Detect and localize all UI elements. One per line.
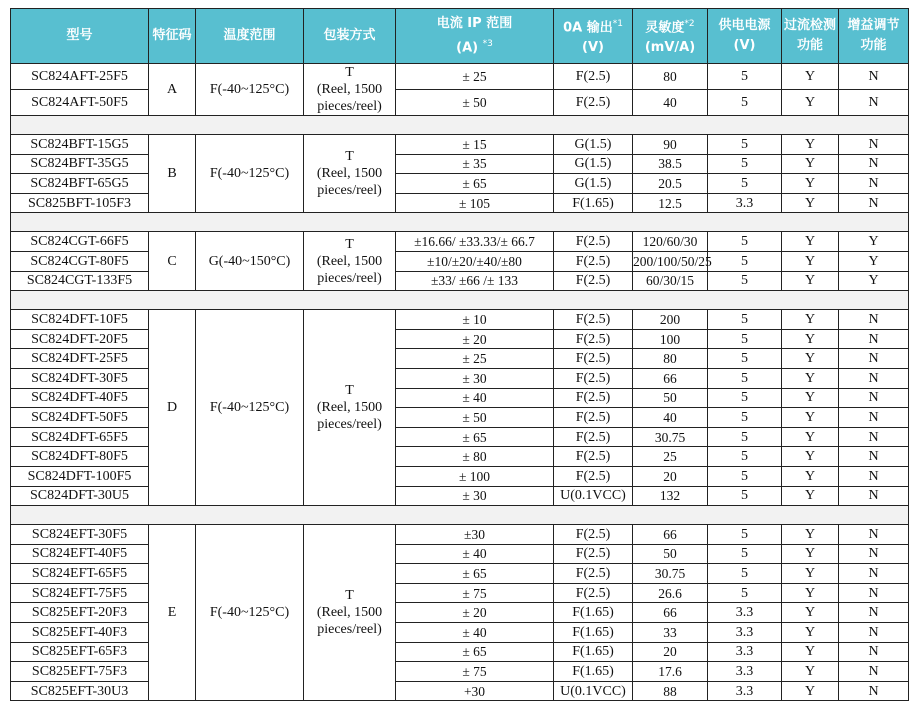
cell-overcurrent-detect: Y xyxy=(782,64,839,90)
cell-supply-voltage: 5 xyxy=(708,486,782,506)
cell-sensitivity: 200/100/50/25 xyxy=(633,251,708,271)
cell-zero-output: F(2.5) xyxy=(554,525,633,545)
cell-zero-output: F(2.5) xyxy=(554,388,633,408)
cell-overcurrent-detect: Y xyxy=(782,623,839,643)
table-row xyxy=(11,193,909,213)
header-feature-code xyxy=(149,9,196,64)
cell-supply-voltage: 3.3 xyxy=(708,662,782,682)
cell-supply-voltage: 5 xyxy=(708,388,782,408)
header-line1: 包装方式 xyxy=(323,28,376,43)
cell-supply-voltage: 5 xyxy=(708,90,782,116)
cell-current-range: ± 40 xyxy=(396,544,554,564)
package-line: T xyxy=(345,149,354,165)
cell-zero-output: F(2.5) xyxy=(554,271,633,291)
package-line: (Reel, 1500 xyxy=(316,400,383,416)
table-row xyxy=(11,368,909,388)
cell-sensitivity: 80 xyxy=(633,349,708,369)
cell-model: SC825EFT-20F3 xyxy=(11,603,149,623)
header-overcurrent-detect xyxy=(782,9,839,64)
cell-model: SC824EFT-30F5 xyxy=(11,525,149,545)
cell-sensitivity: 30.75 xyxy=(633,564,708,584)
cell-sensitivity: 40 xyxy=(633,408,708,428)
cell-zero-output: F(2.5) xyxy=(554,349,633,369)
cell-model: SC824BFT-35G5 xyxy=(11,154,149,174)
cell-supply-voltage: 5 xyxy=(708,271,782,291)
cell-current-range: ± 65 xyxy=(396,564,554,584)
cell-supply-voltage: 5 xyxy=(708,135,782,155)
cell-sensitivity: 40 xyxy=(633,90,708,116)
cell-overcurrent-detect: Y xyxy=(782,427,839,447)
cell-current-range: ± 40 xyxy=(396,388,554,408)
cell-gain-adjust: N xyxy=(839,603,909,623)
cell-temp-range: F(-40~125°C) xyxy=(196,135,304,213)
cell-package xyxy=(304,135,396,213)
cell-current-range: ± 40 xyxy=(396,623,554,643)
group-separator xyxy=(11,116,909,135)
cell-zero-output: G(1.5) xyxy=(554,135,633,155)
cell-overcurrent-detect: Y xyxy=(782,486,839,506)
cell-sensitivity: 12.5 xyxy=(633,193,708,213)
table-row xyxy=(11,154,909,174)
cell-supply-voltage: 5 xyxy=(708,310,782,330)
cell-model: SC825EFT-65F3 xyxy=(11,642,149,662)
cell-overcurrent-detect: Y xyxy=(782,154,839,174)
table-row xyxy=(11,90,909,116)
table-row xyxy=(11,232,909,252)
group-separator xyxy=(11,213,909,232)
cell-gain-adjust: N xyxy=(839,427,909,447)
table-header-row xyxy=(11,9,909,64)
cell-zero-output: F(2.5) xyxy=(554,64,633,90)
group-separator xyxy=(11,506,909,525)
table-row xyxy=(11,135,909,155)
table-row xyxy=(11,174,909,194)
cell-gain-adjust: N xyxy=(839,583,909,603)
table-row xyxy=(11,583,909,603)
cell-zero-output: F(2.5) xyxy=(554,90,633,116)
cell-zero-output: F(1.65) xyxy=(554,662,633,682)
cell-zero-output: F(2.5) xyxy=(554,232,633,252)
cell-zero-output: U(0.1VCC) xyxy=(554,681,633,701)
cell-supply-voltage: 5 xyxy=(708,466,782,486)
cell-sensitivity: 50 xyxy=(633,544,708,564)
cell-current-range: ±33/ ±66 /± 133 xyxy=(396,271,554,291)
header-line2: 功能 xyxy=(860,38,887,53)
package-line: pieces/reel) xyxy=(317,99,382,114)
cell-overcurrent-detect: Y xyxy=(782,349,839,369)
cell-zero-output: F(2.5) xyxy=(554,564,633,584)
cell-gain-adjust: Y xyxy=(839,271,909,291)
cell-sensitivity: 26.6 xyxy=(633,583,708,603)
header-line1: 灵敏度 xyxy=(645,20,685,36)
cell-zero-output: F(1.65) xyxy=(554,603,633,623)
cell-sensitivity: 20 xyxy=(633,642,708,662)
cell-overcurrent-detect: Y xyxy=(782,232,839,252)
table-row xyxy=(11,271,909,291)
cell-gain-adjust: N xyxy=(839,642,909,662)
cell-gain-adjust: Y xyxy=(839,251,909,271)
table-row xyxy=(11,349,909,369)
cell-gain-adjust: N xyxy=(839,388,909,408)
cell-zero-output: F(2.5) xyxy=(554,427,633,447)
header-line1: 电流 IP 范围 xyxy=(436,15,513,31)
table-row xyxy=(11,544,909,564)
header-line1: 0A 输出 xyxy=(563,20,613,36)
group-separator xyxy=(11,291,909,310)
cell-sensitivity: 17.6 xyxy=(633,662,708,682)
cell-feature-code: E xyxy=(149,525,196,701)
cell-gain-adjust: N xyxy=(839,544,909,564)
cell-supply-voltage: 5 xyxy=(708,583,782,603)
header-line1: 特征码 xyxy=(152,28,192,43)
cell-supply-voltage: 3.3 xyxy=(708,193,782,213)
header-line1: 供电电源 xyxy=(718,18,771,33)
package-line: T xyxy=(345,383,354,399)
cell-supply-voltage: 5 xyxy=(708,525,782,545)
table-row xyxy=(11,681,909,701)
package-line: T xyxy=(345,65,354,80)
cell-zero-output: F(1.65) xyxy=(554,623,633,643)
cell-current-range: ± 30 xyxy=(396,486,554,506)
cell-sensitivity: 66 xyxy=(633,603,708,623)
cell-supply-voltage: 5 xyxy=(708,232,782,252)
cell-supply-voltage: 5 xyxy=(708,154,782,174)
cell-current-range: ± 75 xyxy=(396,583,554,603)
table-row xyxy=(11,564,909,584)
table-row xyxy=(11,427,909,447)
cell-overcurrent-detect: Y xyxy=(782,368,839,388)
cell-sensitivity: 200 xyxy=(633,310,708,330)
cell-package xyxy=(304,232,396,291)
cell-current-range: ± 80 xyxy=(396,447,554,467)
cell-supply-voltage: 5 xyxy=(708,564,782,584)
cell-zero-output: F(2.5) xyxy=(554,447,633,467)
cell-supply-voltage: 5 xyxy=(708,427,782,447)
table-row xyxy=(11,447,909,467)
cell-overcurrent-detect: Y xyxy=(782,681,839,701)
cell-model: SC824DFT-40F5 xyxy=(11,388,149,408)
table-row xyxy=(11,525,909,545)
cell-overcurrent-detect: Y xyxy=(782,329,839,349)
cell-gain-adjust: Y xyxy=(839,232,909,252)
cell-sensitivity: 38.5 xyxy=(633,154,708,174)
cell-current-range: ± 20 xyxy=(396,329,554,349)
cell-supply-voltage: 5 xyxy=(708,251,782,271)
separator-cell xyxy=(11,291,909,310)
header-line2: (mV/A) xyxy=(644,40,696,56)
table-row xyxy=(11,310,909,330)
header-sensitivity xyxy=(633,9,708,64)
cell-model: SC824CGT-133F5 xyxy=(11,271,149,291)
cell-model: SC824DFT-50F5 xyxy=(11,408,149,428)
cell-current-range: ± 65 xyxy=(396,642,554,662)
table-row xyxy=(11,64,909,90)
header-line1: 增益调节 xyxy=(847,18,900,33)
cell-zero-output: F(2.5) xyxy=(554,310,633,330)
cell-gain-adjust: N xyxy=(839,154,909,174)
cell-supply-voltage: 3.3 xyxy=(708,603,782,623)
cell-overcurrent-detect: Y xyxy=(782,271,839,291)
cell-package xyxy=(304,525,396,701)
header-line1: 过流检测 xyxy=(783,18,836,33)
cell-overcurrent-detect: Y xyxy=(782,525,839,545)
cell-overcurrent-detect: Y xyxy=(782,466,839,486)
cell-gain-adjust: N xyxy=(839,135,909,155)
cell-model: SC824DFT-30F5 xyxy=(11,368,149,388)
cell-zero-output: F(2.5) xyxy=(554,368,633,388)
cell-overcurrent-detect: Y xyxy=(782,603,839,623)
cell-model: SC824DFT-30U5 xyxy=(11,486,149,506)
cell-model: SC825EFT-40F3 xyxy=(11,623,149,643)
cell-overcurrent-detect: Y xyxy=(782,174,839,194)
cell-model: SC824DFT-100F5 xyxy=(11,466,149,486)
package-line: T xyxy=(345,588,354,604)
cell-sensitivity: 33 xyxy=(633,623,708,643)
cell-gain-adjust: N xyxy=(839,486,909,506)
cell-current-range: ±16.66/ ±33.33/± 66.7 xyxy=(396,232,554,252)
separator-cell xyxy=(11,116,909,135)
table-row xyxy=(11,623,909,643)
cell-current-range: ± 100 xyxy=(396,466,554,486)
cell-current-range: ± 20 xyxy=(396,603,554,623)
cell-gain-adjust: N xyxy=(839,408,909,428)
cell-current-range: ± 105 xyxy=(396,193,554,213)
package-line: (Reel, 1500 xyxy=(316,166,383,182)
cell-zero-output: G(1.5) xyxy=(554,174,633,194)
separator-cell xyxy=(11,506,909,525)
package-line: (Reel, 1500 xyxy=(316,253,383,269)
cell-model: SC825EFT-75F3 xyxy=(11,662,149,682)
cell-gain-adjust: N xyxy=(839,310,909,330)
cell-package xyxy=(304,310,396,506)
cell-supply-voltage: 5 xyxy=(708,447,782,467)
cell-supply-voltage: 3.3 xyxy=(708,642,782,662)
cell-sensitivity: 66 xyxy=(633,525,708,545)
package-line: pieces/reel) xyxy=(317,622,382,638)
cell-gain-adjust: N xyxy=(839,623,909,643)
cell-current-range: ± 35 xyxy=(396,154,554,174)
cell-overcurrent-detect: Y xyxy=(782,135,839,155)
cell-zero-output: F(1.65) xyxy=(554,642,633,662)
cell-gain-adjust: N xyxy=(839,466,909,486)
cell-overcurrent-detect: Y xyxy=(782,642,839,662)
cell-feature-code: C xyxy=(149,232,196,291)
table-row xyxy=(11,388,909,408)
footnote-marker: *3 xyxy=(482,38,493,49)
header-line2: 功能 xyxy=(796,38,823,53)
cell-supply-voltage: 5 xyxy=(708,174,782,194)
header-supply-voltage xyxy=(708,9,782,64)
cell-model: SC824BFT-65G5 xyxy=(11,174,149,194)
table-row xyxy=(11,642,909,662)
package-line: pieces/reel) xyxy=(317,183,382,199)
cell-overcurrent-detect: Y xyxy=(782,447,839,467)
cell-overcurrent-detect: Y xyxy=(782,193,839,213)
cell-model: SC824EFT-75F5 xyxy=(11,583,149,603)
cell-supply-voltage: 3.3 xyxy=(708,623,782,643)
cell-overcurrent-detect: Y xyxy=(782,408,839,428)
table-row xyxy=(11,408,909,428)
cell-supply-voltage: 5 xyxy=(708,544,782,564)
cell-gain-adjust: N xyxy=(839,329,909,349)
cell-sensitivity: 132 xyxy=(633,486,708,506)
cell-current-range: ± 65 xyxy=(396,174,554,194)
cell-sensitivity: 60/30/15 xyxy=(633,271,708,291)
package-line: T xyxy=(345,236,354,252)
cell-gain-adjust: N xyxy=(839,564,909,584)
cell-model: SC824AFT-50F5 xyxy=(11,90,149,116)
cell-current-range: ± 75 xyxy=(396,662,554,682)
cell-sensitivity: 88 xyxy=(633,681,708,701)
cell-current-range: ± 50 xyxy=(396,90,554,116)
cell-temp-range: F(-40~125°C) xyxy=(196,525,304,701)
cell-sensitivity: 66 xyxy=(633,368,708,388)
cell-model: SC824DFT-80F5 xyxy=(11,447,149,467)
header-line1: 温度范围 xyxy=(223,28,276,43)
cell-overcurrent-detect: Y xyxy=(782,310,839,330)
table-row xyxy=(11,603,909,623)
cell-gain-adjust: N xyxy=(839,525,909,545)
cell-overcurrent-detect: Y xyxy=(782,662,839,682)
cell-feature-code: A xyxy=(149,64,196,116)
cell-current-range: ± 25 xyxy=(396,349,554,369)
cell-current-range: ±30 xyxy=(396,525,554,545)
package-line: pieces/reel) xyxy=(317,270,382,286)
table-row xyxy=(11,662,909,682)
cell-overcurrent-detect: Y xyxy=(782,564,839,584)
cell-gain-adjust: N xyxy=(839,349,909,369)
header-current-range xyxy=(396,9,554,64)
cell-gain-adjust: N xyxy=(839,681,909,701)
cell-gain-adjust: N xyxy=(839,368,909,388)
header-line2: (V) xyxy=(733,38,756,53)
cell-overcurrent-detect: Y xyxy=(782,583,839,603)
cell-model: SC824DFT-25F5 xyxy=(11,349,149,369)
cell-gain-adjust: N xyxy=(839,662,909,682)
cell-zero-output: F(2.5) xyxy=(554,251,633,271)
cell-sensitivity: 25 xyxy=(633,447,708,467)
cell-current-range: ± 15 xyxy=(396,135,554,155)
cell-sensitivity: 50 xyxy=(633,388,708,408)
cell-sensitivity: 30.75 xyxy=(633,427,708,447)
cell-supply-voltage: 5 xyxy=(708,408,782,428)
cell-sensitivity: 80 xyxy=(633,64,708,90)
header-package xyxy=(304,9,396,64)
cell-current-range: ± 25 xyxy=(396,64,554,90)
cell-current-range: ± 10 xyxy=(396,310,554,330)
cell-supply-voltage: 5 xyxy=(708,349,782,369)
cell-supply-voltage: 3.3 xyxy=(708,681,782,701)
table-row xyxy=(11,329,909,349)
cell-supply-voltage: 5 xyxy=(708,329,782,349)
cell-model: SC824CGT-66F5 xyxy=(11,232,149,252)
header-line1: 型号 xyxy=(66,28,93,43)
cell-feature-code: B xyxy=(149,135,196,213)
cell-package xyxy=(304,64,396,116)
package-line: (Reel, 1500 xyxy=(316,605,383,621)
cell-gain-adjust: N xyxy=(839,90,909,116)
cell-gain-adjust: N xyxy=(839,64,909,90)
cell-sensitivity: 120/60/30 xyxy=(633,232,708,252)
header-gain-adjust xyxy=(839,9,909,64)
cell-model: SC824DFT-20F5 xyxy=(11,329,149,349)
cell-model: SC824BFT-15G5 xyxy=(11,135,149,155)
footnote-marker: *1 xyxy=(612,18,623,29)
cell-current-range: ± 50 xyxy=(396,408,554,428)
cell-current-range: +30 xyxy=(396,681,554,701)
cell-overcurrent-detect: Y xyxy=(782,90,839,116)
header-line2: (V) xyxy=(582,40,604,56)
cell-gain-adjust: N xyxy=(839,447,909,467)
cell-model: SC825BFT-105F3 xyxy=(11,193,149,213)
cell-zero-output: F(2.5) xyxy=(554,408,633,428)
cell-zero-output: U(0.1VCC) xyxy=(554,486,633,506)
cell-feature-code: D xyxy=(149,310,196,506)
cell-supply-voltage: 5 xyxy=(708,64,782,90)
cell-zero-output: G(1.5) xyxy=(554,154,633,174)
cell-current-range: ± 30 xyxy=(396,368,554,388)
header-line2: (A) xyxy=(456,40,479,56)
package-line: (Reel, 1500 xyxy=(316,82,383,97)
cell-gain-adjust: N xyxy=(839,193,909,213)
table-row xyxy=(11,486,909,506)
cell-temp-range: F(-40~125°C) xyxy=(196,310,304,506)
cell-model: SC824EFT-65F5 xyxy=(11,564,149,584)
cell-sensitivity: 100 xyxy=(633,329,708,349)
cell-temp-range: F(-40~125°C) xyxy=(196,64,304,116)
cell-model: SC824CGT-80F5 xyxy=(11,251,149,271)
cell-model: SC824DFT-10F5 xyxy=(11,310,149,330)
cell-zero-output: F(2.5) xyxy=(554,544,633,564)
header-model xyxy=(11,9,149,64)
footnote-marker: *2 xyxy=(684,18,695,29)
cell-current-range: ± 65 xyxy=(396,427,554,447)
table-row xyxy=(11,251,909,271)
cell-overcurrent-detect: Y xyxy=(782,251,839,271)
cell-model: SC824EFT-40F5 xyxy=(11,544,149,564)
cell-gain-adjust: N xyxy=(839,174,909,194)
cell-model: SC824AFT-25F5 xyxy=(11,64,149,90)
cell-current-range: ±10/±20/±40/±80 xyxy=(396,251,554,271)
cell-sensitivity: 20 xyxy=(633,466,708,486)
cell-overcurrent-detect: Y xyxy=(782,544,839,564)
package-line: pieces/reel) xyxy=(317,417,382,433)
header-temp-range xyxy=(196,9,304,64)
product-selection-table xyxy=(10,8,909,701)
cell-zero-output: F(2.5) xyxy=(554,466,633,486)
cell-sensitivity: 90 xyxy=(633,135,708,155)
cell-model: SC824DFT-65F5 xyxy=(11,427,149,447)
cell-zero-output: F(1.65) xyxy=(554,193,633,213)
separator-cell xyxy=(11,213,909,232)
table-row xyxy=(11,466,909,486)
cell-model: SC825EFT-30U3 xyxy=(11,681,149,701)
cell-overcurrent-detect: Y xyxy=(782,388,839,408)
cell-temp-range: G(-40~150°C) xyxy=(196,232,304,291)
cell-sensitivity: 20.5 xyxy=(633,174,708,194)
cell-zero-output: F(2.5) xyxy=(554,329,633,349)
header-zero-output xyxy=(554,9,633,64)
cell-supply-voltage: 5 xyxy=(708,368,782,388)
cell-zero-output: F(2.5) xyxy=(554,583,633,603)
